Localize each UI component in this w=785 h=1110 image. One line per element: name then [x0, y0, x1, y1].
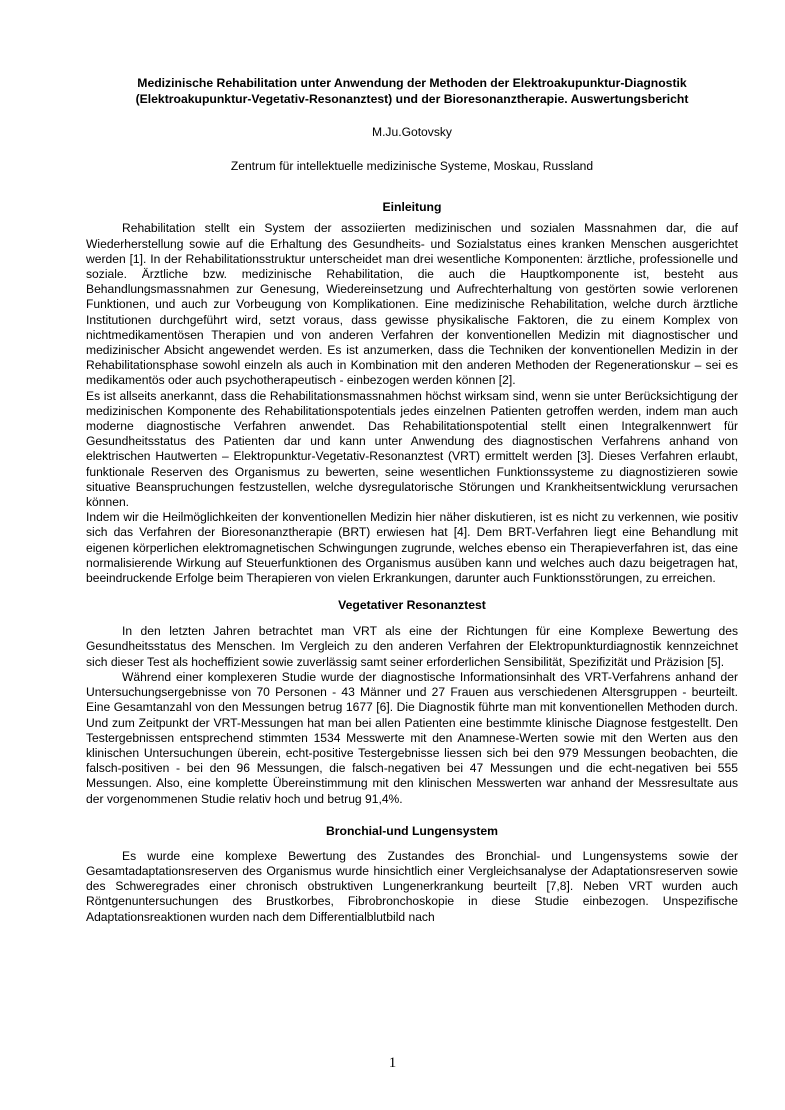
paragraph: In den letzten Jahren betrachtet man VRT als eine der Richtungen für eine Komplexe Bewertung des Gesundheitsstatus des Menschen. Im Vergleich zu den anderen Verfahren der Elektropunkturdiagnostik kennzeichnet sich dieser Test als hocheffizient sowie zuverlässig samt seiner erforderlichen Sensibilität, Spezifizität und Präzision [5].: [86, 624, 738, 669]
section-heading-vegetativer-resonanztest: Vegetativer Resonanztest: [338, 598, 486, 613]
paragraph: Indem wir die Heilmöglichkeiten der konventionellen Medizin hier näher diskutieren, ist es nicht zu verkennen, wie positiv sich das Verfahren der Bioresonanztherapie (BRT) erwiesen hat [4]. Dem BRT-Verfahren liegt eine Behandlung mit eigenen körperlichen elektromagnetischen Schwingungen zugrunde, welches ebenso ein Therapieverfahren ist, das eine normalisierende Wirkung auf Steuerfunktionen des Organismus ausüben kann und welches auch dazu beigetragen hat, beeindruckende Erfolge beim Therapieren von vielen Erkrankungen, darunter auch Funktionsstörungen, zu erreichen.: [86, 510, 738, 586]
paragraph: Es wurde eine komplexe Bewertung des Zustandes des Bronchial- und Lungensystems sowie der Gesamtadaptationsreserven des Organismus wurde hinsichtlich einer Vergleichsanalyse der Adaptationsreserven sowie des Schweregrades einer chronisch obstruktiven Lungenerkrankung beurteilt [7,8]. Neben VRT wurden auch Röntgenuntersuchungen des Brustkorbes, Fibrobronchoskopie in diese Studie einbezogen. Unspezifische Adaptationsreaktionen wurden nach dem Differentialblutbild nach: [86, 848, 738, 924]
paragraph: Es ist allseits anerkannt, dass die Rehabilitationsmassnahmen höchst wirksam sind, wenn sie unter Berücksichtigung der medizinischen Komponente des Rehabilitationspotentials jedes einzelnen Patienten getroffen werden, indem man auch moderne diagnostische Verfahren anwendet. Das Rehabilitationspotential stellt einen Integralkennwert für Gesundheitsstatus des Patienten dar und kann unter Anwendung des diagnostischen Verfahrens anhand von elektrischen Hautwerten – Elektropunktur-Vegetativ-Resonanztest (VRT) ermittelt werden [3]. Dieses Verfahren erlaubt, funktionale Reserven des Organismus zu bewerten, seine wesentlichen Funktionssysteme zu diagnostizieren sowie situative Beanspruchungen festzustellen, welche dysregulatorische Störungen und Krankheitsentwicklung verursachen können.: [86, 388, 738, 510]
paragraph: Rehabilitation stellt ein System der assoziierten medizinischen und sozialen Massnahmen dar, die auf Wiederherstellung sowie auf die Erhaltung des Gesundheits- und Sozialstatus eines kranken Menschen ausgerichtet werden [1]. In der Rehabilitationsstruktur unterscheidet man drei wesentliche Komponenten: ärztliche, professionelle und soziale. Ärztliche bzw. medizinische Rehabilitation, die auch die Hauptkomponente ist, besteht aus Behandlungsmassnahmen zur Genesung, Wiedereinsetzung und Aufrechterhaltung von gestörten sowie verlorenen Funktionen, und auch zur Vorbeugung von Komplikationen. Eine medizinische Rehabilitation, welche durch ärztliche Institutionen durchgeführt wird, setzt voraus, dass gewisse physikalische Faktoren, die zu einem Komplex von nichtmedikamentösen Therapien und von anderen Verfahren der konventionellen Medizin mit diagnostischer und medizinischer Absicht angewendet werden. Es ist anzumerken, dass die Techniken der konventionellen Medizin in der Rehabilitationsphase sowohl einzeln als auch in Kombination mit den anderen Methoden der Regenerationskur – sei es medikamentös oder auch psychotherapeutisch - einbezogen werden können [2].: [86, 221, 738, 388]
paper-title-line-2: (Elektroakupunktur-Vegetativ-Resonanztest) und der Bioresonanztherapie. Auswertungsbericht: [135, 91, 689, 106]
paper-title: [86, 76, 738, 107]
paper-title-line-1: Medizinische Rehabilitation unter Anwendung der Methoden der Elektroakupunktur-Diagnostik: [137, 76, 687, 90]
paragraph: Während einer komplexeren Studie wurde der diagnostische Informationsinhalt des VRT-Verfahrens anhand der Untersuchungsergebnisse von 70 Personen - 43 Männer und 27 Frauen aus verschiedenen Altersgruppen - beurteilt. Eine Gesamtanzahl von den Messungen betrug 1677 [6]. Die Diagnostik führte man mit konventionellen Methoden durch. Und zum Zeitpunkt der VRT-Messungen hat man bei allen Patienten eine bestimmte klinische Diagnose festgestellt. Den Testergebnissen entsprechend stimmten 1534 Messwerte mit den Anamnese-Werten sowie mit den Werten aus den klinischen Untersuchungen überein, echt-positive Testergebnisse liessen sich bei den 979 Messungen beobachten, die falsch-positiven - bei den 96 Messungen, die falsch-negativen bei 47 Messungen und die echt-negativen bei 555 Messungen. Also, eine komplette Übereinstimmung mit den klinischen Messwerten war anhand der Messresultate aus der vorgenommenen Studie relativ hoch und betrug 91,4%.: [86, 669, 738, 806]
page-number: 1: [388, 1055, 397, 1071]
affiliation: Zentrum für intellektuelle medizinische Systeme, Moskau, Russland: [230, 159, 594, 174]
author: M.Ju.Gotovsky: [372, 125, 452, 139]
section-heading-einleitung: Einleitung: [382, 200, 442, 215]
section-heading-bronchial-lungensystem: Bronchial-und Lungensystem: [326, 823, 498, 838]
